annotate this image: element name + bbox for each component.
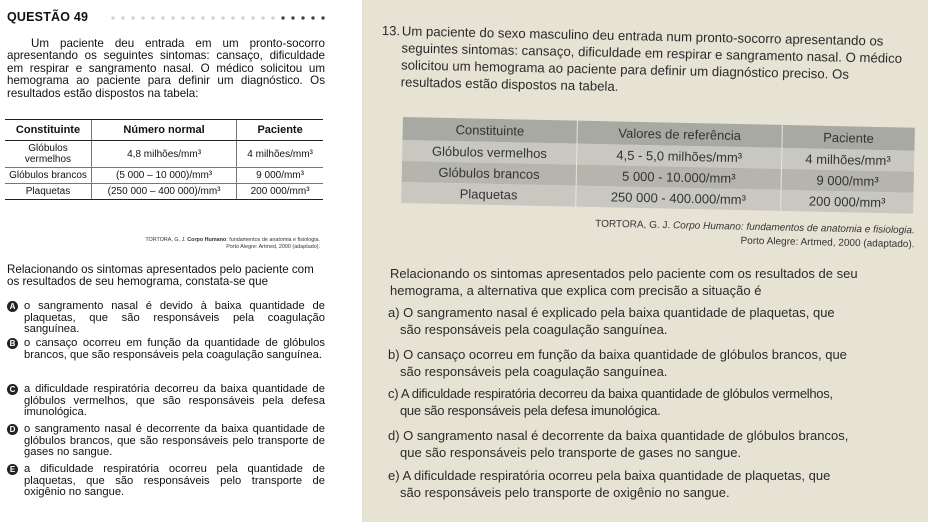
table-cell: 9 000/mm³ [781,169,914,193]
table-header: Número normal [92,120,237,141]
table-cell: 250 000 - 400.000/mm³ [576,186,781,211]
option-a[interactable] [7,301,325,336]
option-line: que são responsáveis pelo transporte de gases no sangue. [400,445,742,460]
option-badge: C [7,384,18,395]
option-badge: E [7,464,18,475]
table-header: Paciente [237,120,323,141]
option-line: são responsáveis pela coagulação sanguínea. [400,322,668,337]
table-cell: 4,5 - 5,0 milhões/mm³ [577,144,782,169]
option-line: c) A dificuldade respiratória decorreu da baixa quantidade de glóbulos vermelhos, [388,386,833,401]
option-line: e) A dificuldade respiratória ocorreu pela baixa quantidade de plaquetas, que [388,468,831,483]
table-cell: 200 000/mm³ [780,190,913,214]
option-c[interactable] [7,384,325,419]
table-cell: 4 milhões/mm³ [781,148,914,172]
table-header: Paciente [782,125,915,151]
option-b[interactable] [7,338,325,361]
question-prompt: Relacionando os sintomas apresentados pelo paciente com os resultados de seu hemograma, constata-se que [7,263,314,289]
right-option-b[interactable] [388,346,923,380]
option-text: o cansaço ocorreu em função da quantidade de glóbulos brancos, que são responsáveis pela coagulação sanguínea. [24,337,325,361]
table-row [5,141,323,168]
table-cell: (5 000 – 10 000)/mm³ [92,168,237,184]
option-d[interactable] [7,424,325,459]
reference-author: TORTORA, G. J. [595,218,674,232]
option-badge: A [7,301,18,312]
table-cell: Plaquetas [401,182,576,207]
reference-title: Corpo Humano [187,237,227,243]
right-results-table [401,117,915,214]
table-header: Constituinte [5,120,92,141]
right-question-text: Um paciente do sexo masculino deu entrada num pronto-socorro apresentando os seguintes sintomas: cansaço, dificuldade em respirar e sangramento nasal. O médico solicitou um hemograma ao paciente para definir um diagnóstico preciso. Os resultados estão dispostos na tabela. [400,23,903,94]
right-option-a[interactable] [388,304,923,338]
table-cell: (250 000 – 400 000)/mm³ [92,184,237,200]
right-option-e[interactable] [388,467,923,501]
left-exam-panel [0,0,335,522]
question-header-dots-dark [278,16,328,20]
table-cell: 9 000/mm³ [237,168,323,184]
option-text: a dificuldade respiratória ocorreu pela quantidade de plaquetas, que são responsáveis pelo transporte de oxigênio no sangue. [24,463,325,499]
reference-publisher: Porto Alegre: Artmed, 2000 (adaptado). [226,244,320,250]
option-e[interactable] [7,464,325,499]
option-badge: B [7,338,18,349]
option-line: são responsáveis pela coagulação sanguínea. [400,364,668,379]
table-row [5,184,323,200]
table-header: Valores de referência [577,121,782,148]
results-table [5,119,323,200]
table-cell: Glóbulos brancos [5,168,92,184]
table-cell: 200 000/mm³ [237,184,323,200]
reference-author: TORTORA, G. J. [145,237,188,243]
right-question-number: 13. [381,22,401,39]
option-badge: D [7,424,18,435]
table-cell: Glóbulos brancos [402,161,577,186]
table-header: Constituinte [403,117,578,144]
table-reference [30,237,320,251]
option-line: a) O sangramento nasal é explicado pela baixa quantidade de plaquetas, que [388,305,835,320]
option-text: o sangramento nasal é devido à baixa quantidade de plaquetas, que são responsáveis pela coagulação sanguínea. [24,300,325,336]
table-cell: 4,8 milhões/mm³ [92,141,237,168]
right-question-paragraph [381,22,907,101]
question-label: QUESTÃO 49 [7,10,89,24]
option-line: b) O cansaço ocorreu em função da baixa quantidade de glóbulos brancos, que [388,347,847,362]
right-question-prompt: Relacionando os sintomas apresentados pelo paciente com os resultados de seu hemograma, a alternativa que explica com precisão a situação é [390,266,858,298]
reference-title: Corpo Humano: fundamentos de anatomia e fisiologia. [672,220,915,237]
table-cell: Plaquetas [5,184,92,200]
table-cell: Glóbulos vermelhos [402,140,577,165]
question-header-dots [108,16,328,20]
right-option-c[interactable] [388,385,923,419]
option-text: a dificuldade respiratória decorreu da baixa quantidade de glóbulos vermelhos, que são responsáveis pela defesa imunológica. [24,383,325,419]
panel-divider [340,0,362,522]
option-line: que são responsáveis pela defesa imunológica. [400,403,661,418]
option-line: d) O sangramento nasal é decorrente da baixa quantidade de glóbulos brancos, [388,428,849,443]
question-paragraph: Um paciente deu entrada em um pronto-socorro apresentando os seguintes sintomas: cansaço, dificuldade em respirar e sangramento nasal. O médico solicitou um hemograma ao paciente para definir um diagnóstico. Os resultados estão dispostos na tabela: [7,37,325,100]
table-row [5,168,323,184]
option-text: o sangramento nasal é decorrente da baixa quantidade de glóbulos brancos, que são responsáveis pelo transporte de gases no sangue. [24,423,325,459]
right-option-d[interactable] [388,427,923,461]
reference-subtitle: : fundamentos de anatomia e fisiologia. [226,237,320,243]
reference-publisher: Porto Alegre: Artmed, 2000 (adaptado). [740,235,915,251]
option-line: são responsáveis pelo transporte de oxigênio no sangue. [400,485,730,500]
table-cell: Glóbulos vermelhos [5,141,92,168]
table-cell: 4 milhões/mm³ [237,141,323,168]
table-cell: 5 000 - 10.000/mm³ [576,165,781,190]
